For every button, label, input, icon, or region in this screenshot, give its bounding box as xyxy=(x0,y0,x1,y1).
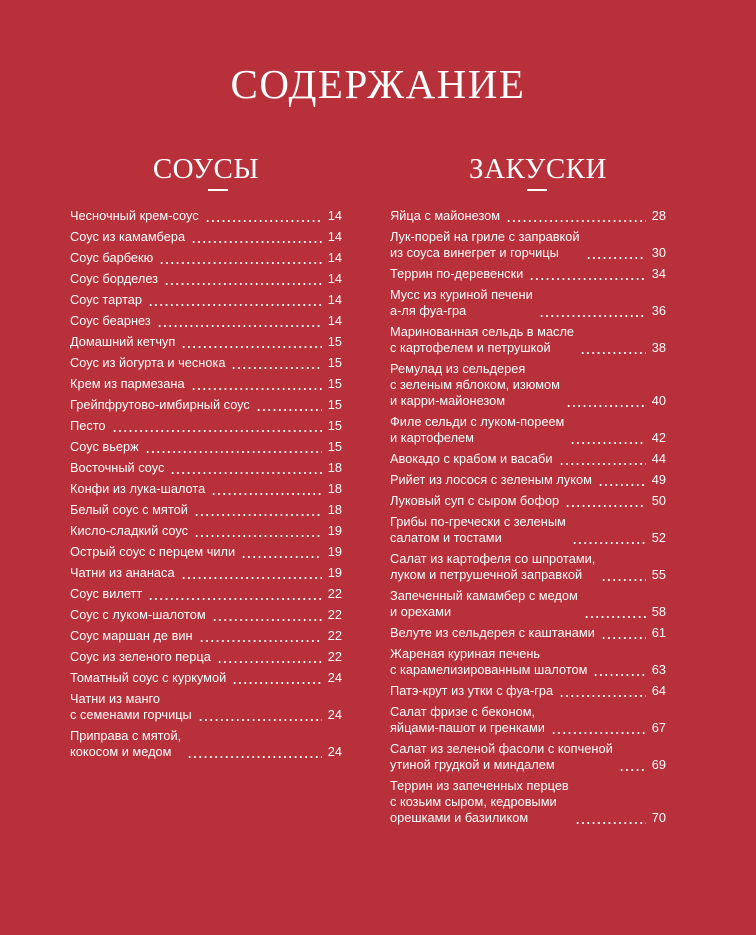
entry-title xyxy=(390,361,560,409)
entry-title-line: Соус с луком-шалотом xyxy=(70,607,206,622)
entry-title xyxy=(390,741,613,773)
section-title-sauces: СОУСЫ xyxy=(152,153,260,185)
entry-title xyxy=(390,493,559,509)
page-number: 38 xyxy=(651,340,666,355)
dot-leader xyxy=(194,523,322,539)
entry-title-line: Авокадо с крабом и васаби xyxy=(390,451,553,466)
dot-leader xyxy=(145,439,322,455)
toc-entry xyxy=(70,376,342,392)
entry-title xyxy=(390,229,580,261)
page-number: 14 xyxy=(327,229,342,244)
page-number: 30 xyxy=(651,245,666,260)
toc-entry xyxy=(70,334,342,350)
dot-leader xyxy=(211,481,322,497)
entry-title xyxy=(390,451,553,467)
dot-leader xyxy=(506,208,646,224)
toc-entry xyxy=(70,628,342,644)
page-number: 55 xyxy=(651,567,666,582)
entry-title-line: Соус борделез xyxy=(70,271,159,286)
page-number: 19 xyxy=(327,523,342,538)
entry-title xyxy=(390,683,553,699)
page-number: 18 xyxy=(327,502,342,517)
toc-entry xyxy=(70,439,342,455)
entry-title-line: Острый соус с перцем чили xyxy=(70,544,236,559)
entry-title xyxy=(390,472,592,488)
dot-leader xyxy=(619,757,646,773)
entry-title xyxy=(390,266,523,282)
entry-title xyxy=(70,271,158,287)
entry-title-line: Соус тартар xyxy=(70,292,143,307)
entry-title-line: Соус из камамбера xyxy=(70,229,186,244)
page-number: 24 xyxy=(327,707,342,722)
dot-leader xyxy=(199,628,322,644)
entry-title xyxy=(70,292,142,308)
dot-leader xyxy=(232,670,322,686)
page-number: 58 xyxy=(651,604,666,619)
toc-entry xyxy=(390,472,666,488)
dot-leader xyxy=(584,604,646,620)
dot-leader xyxy=(148,292,322,308)
toc-entry xyxy=(70,418,342,434)
entry-title xyxy=(70,728,181,760)
toc-entry xyxy=(390,361,666,409)
page-number: 15 xyxy=(327,418,342,433)
page-number: 34 xyxy=(651,266,666,281)
dot-leader xyxy=(231,355,321,371)
entry-title-line: луком и петрушечной заправкой xyxy=(390,567,583,582)
dot-leader xyxy=(570,430,645,446)
entry-title xyxy=(70,229,185,245)
toc-entry xyxy=(70,460,342,476)
page-number: 14 xyxy=(327,271,342,286)
toc-entry xyxy=(390,646,666,678)
entry-title xyxy=(390,778,569,826)
section-divider xyxy=(208,189,228,191)
dot-leader xyxy=(157,313,322,329)
toc-entry xyxy=(390,324,666,356)
entry-title-line: Соус маршан де вин xyxy=(70,628,193,643)
entry-title-line: Соус из йогурта и чеснока xyxy=(70,355,226,370)
toc-entry xyxy=(70,607,342,623)
page-number: 49 xyxy=(651,472,666,487)
dot-leader xyxy=(205,208,322,224)
entry-title-line: Ремулад из сельдерея xyxy=(390,361,526,376)
page-number: 61 xyxy=(651,625,666,640)
entry-title-line: Запеченный камамбер с медом xyxy=(390,588,578,603)
entry-title-line: Чатни из манго xyxy=(70,691,161,706)
entry-title-line: утиной грудкой и миндалем xyxy=(390,757,555,772)
dot-leader xyxy=(212,607,322,623)
entry-title-line: Грибы по-гречески с зеленым xyxy=(390,514,566,529)
dot-leader xyxy=(191,229,322,245)
dot-leader xyxy=(529,266,645,282)
page-number: 69 xyxy=(651,757,666,772)
page-number: 28 xyxy=(651,208,666,223)
entry-title-line: из соуса винегрет и горчицы xyxy=(390,245,559,260)
toc-list-appetizers xyxy=(390,208,666,831)
entry-title xyxy=(70,208,199,224)
toc-entry xyxy=(70,271,342,287)
page-number: 15 xyxy=(327,334,342,349)
entry-title-line: Салат из картофеля со шпротами, xyxy=(390,551,596,566)
dot-leader xyxy=(198,707,322,723)
entry-title-line: и картофелем xyxy=(390,430,474,445)
entry-title-line: Песто xyxy=(70,418,106,433)
entry-title-line: Салат из зеленой фасоли с копченой xyxy=(390,741,613,756)
dot-leader xyxy=(586,245,646,261)
toc-entry xyxy=(390,778,666,826)
entry-title xyxy=(70,418,106,434)
entry-title-line: Соус вилетт xyxy=(70,586,143,601)
toc-entry xyxy=(390,514,666,546)
entry-title xyxy=(70,691,192,723)
entry-title-line: Домашний кетчуп xyxy=(70,334,176,349)
entry-title-line: Салат фризе с беконом, xyxy=(390,704,536,719)
entry-title xyxy=(390,588,578,620)
entry-title-line: Террин из запеченных перцев xyxy=(390,778,569,793)
page-number: 63 xyxy=(651,662,666,677)
entry-title xyxy=(70,481,205,497)
dot-leader xyxy=(601,567,645,583)
dot-leader xyxy=(572,530,646,546)
entry-title-line: Соус вьерж xyxy=(70,439,139,454)
dot-leader xyxy=(112,418,322,434)
entry-title-line: и орехами xyxy=(390,604,452,619)
dot-leader xyxy=(601,625,646,641)
entry-title xyxy=(70,628,193,644)
toc-entry xyxy=(70,292,342,308)
page-number: 14 xyxy=(327,292,342,307)
entry-title-line: Конфи из лука-шалота xyxy=(70,481,206,496)
entry-title-line: Крем из пармезана xyxy=(70,376,185,391)
entry-title xyxy=(390,287,533,319)
dot-leader xyxy=(551,720,646,736)
page-number: 14 xyxy=(327,208,342,223)
toc-entry xyxy=(70,691,342,723)
entry-title xyxy=(70,607,206,623)
entry-title-line: Жареная куриная печень xyxy=(390,646,541,661)
toc-entry xyxy=(390,287,666,319)
page-number: 22 xyxy=(327,607,342,622)
dot-leader xyxy=(598,472,646,488)
page-number: 18 xyxy=(327,481,342,496)
toc-entry xyxy=(70,523,342,539)
toc-entry xyxy=(70,670,342,686)
toc-entry xyxy=(70,313,342,329)
entry-title-line: Чесночный крем-соус xyxy=(70,208,199,223)
toc-entry xyxy=(390,551,666,583)
entry-title xyxy=(70,376,185,392)
page-number: 19 xyxy=(327,544,342,559)
entry-title xyxy=(70,523,188,539)
entry-title-line: Филе сельди с луком-пореем xyxy=(390,414,565,429)
entry-title xyxy=(70,586,142,602)
toc-entry xyxy=(390,414,666,446)
dot-leader xyxy=(159,250,322,266)
entry-title-line: с зеленым яблоком, изюмом xyxy=(390,377,560,392)
dot-leader xyxy=(187,744,322,760)
section-title-appetizers: ЗАКУСКИ xyxy=(469,153,607,185)
page-number: 19 xyxy=(327,565,342,580)
entry-title xyxy=(390,414,564,446)
entry-title-line: Маринованная сельдь в масле xyxy=(390,324,575,339)
page-number: 40 xyxy=(651,393,666,408)
page-number: 18 xyxy=(327,460,342,475)
toc-entry xyxy=(70,544,342,560)
page-number: 14 xyxy=(327,250,342,265)
entry-title-line: яйцами-пашот и гренками xyxy=(390,720,545,735)
entry-title-line: Приправа с мятой, xyxy=(70,728,182,743)
entry-title-line: кокосом и медом xyxy=(70,744,172,759)
section-divider xyxy=(527,189,547,191)
page-number: 24 xyxy=(327,744,342,759)
entry-title xyxy=(70,313,151,329)
page-number: 15 xyxy=(327,355,342,370)
entry-title xyxy=(390,324,574,356)
page-number: 67 xyxy=(651,720,666,735)
toc-entry xyxy=(70,565,342,581)
entry-title-line: Соус беарнез xyxy=(70,313,151,328)
entry-title-line: Рийет из лосося с зеленым луком xyxy=(390,472,592,487)
toc-entry xyxy=(390,588,666,620)
entry-title-line: Томатный соус с куркумой xyxy=(70,670,227,685)
dot-leader xyxy=(217,649,322,665)
dot-leader xyxy=(241,544,322,560)
page-number: 22 xyxy=(327,649,342,664)
entry-title xyxy=(390,646,587,678)
page-title: СОДЕРЖАНИЕ xyxy=(230,61,526,107)
dot-leader xyxy=(164,271,322,287)
page-number: 22 xyxy=(327,586,342,601)
page-number: 15 xyxy=(327,376,342,391)
toc-entry xyxy=(70,502,342,518)
page-number: 70 xyxy=(651,810,666,825)
entry-title-line: Соус из зеленого перца xyxy=(70,649,211,664)
toc-entry xyxy=(70,586,342,602)
entry-title-line: Лук-порей на гриле с заправкой xyxy=(390,229,580,244)
toc-entry xyxy=(70,481,342,497)
entry-title xyxy=(390,704,545,736)
dot-leader xyxy=(148,586,322,602)
toc-entry xyxy=(390,493,666,509)
entry-title-line: Кисло-сладкий соус xyxy=(70,523,189,538)
page-number: 64 xyxy=(651,683,666,698)
page-number: 22 xyxy=(327,628,342,643)
dot-leader xyxy=(194,502,322,518)
page-number: 14 xyxy=(327,313,342,328)
toc-entry xyxy=(390,625,666,641)
entry-title xyxy=(70,355,225,371)
dot-leader xyxy=(181,334,321,350)
dot-leader xyxy=(170,460,321,476)
entry-title-line: с картофелем и петрушкой xyxy=(390,340,551,355)
entry-title xyxy=(390,514,566,546)
toc-entry xyxy=(390,229,666,261)
entry-title-line: и карри-майонезом xyxy=(390,393,506,408)
toc-entry xyxy=(390,266,666,282)
entry-title-line: Восточный соус xyxy=(70,460,165,475)
entry-title-line: Соус барбекю xyxy=(70,250,154,265)
page-number: 36 xyxy=(651,303,666,318)
entry-title xyxy=(70,334,175,350)
entry-title xyxy=(70,565,175,581)
page-number: 15 xyxy=(327,439,342,454)
entry-title-line: с семенами горчицы xyxy=(70,707,192,722)
page-number: 52 xyxy=(651,530,666,545)
dot-leader xyxy=(575,810,646,826)
dot-leader xyxy=(256,397,322,413)
entry-title-line: Луковый суп с сыром бофор xyxy=(390,493,560,508)
entry-title-line: с козьим сыром, кедровыми xyxy=(390,794,557,809)
page-number: 42 xyxy=(651,430,666,445)
entry-title xyxy=(390,625,595,641)
toc-entry xyxy=(70,208,342,224)
dot-leader xyxy=(566,393,646,409)
dot-leader xyxy=(191,376,322,392)
entry-title-line: с карамелизированным шалотом xyxy=(390,662,588,677)
entry-title xyxy=(390,208,500,224)
entry-title-line: Мусс из куриной печени xyxy=(390,287,533,302)
entry-title-line: Белый соус с мятой xyxy=(70,502,188,517)
toc-list-sauces xyxy=(70,208,342,765)
toc-entry xyxy=(70,397,342,413)
entry-title xyxy=(70,502,188,518)
toc-entry xyxy=(70,355,342,371)
page-number: 15 xyxy=(327,397,342,412)
entry-title-line: салатом и тостами xyxy=(390,530,502,545)
entry-title xyxy=(70,460,164,476)
toc-entry xyxy=(390,741,666,773)
entry-title-line: Террин по-деревенски xyxy=(390,266,524,281)
toc-entry xyxy=(70,250,342,266)
entry-title xyxy=(70,250,153,266)
dot-leader xyxy=(539,303,646,319)
toc-entry xyxy=(70,649,342,665)
entry-title xyxy=(70,397,250,413)
entry-title-line: Яйца с майонезом xyxy=(390,208,501,223)
entry-title-line: Патэ-крут из утки с фуа-гра xyxy=(390,683,554,698)
dot-leader xyxy=(559,683,646,699)
page-number: 24 xyxy=(327,670,342,685)
toc-entry xyxy=(390,683,666,699)
page-number: 50 xyxy=(651,493,666,508)
entry-title-line: Грейпфрутово-имбирный соус xyxy=(70,397,250,412)
dot-leader xyxy=(593,662,645,678)
dot-leader xyxy=(580,340,646,356)
page-number: 44 xyxy=(651,451,666,466)
entry-title-line: орешками и базиликом xyxy=(390,810,529,825)
entry-title xyxy=(70,670,226,686)
entry-title xyxy=(70,439,139,455)
toc-entry xyxy=(390,208,666,224)
toc-entry xyxy=(390,451,666,467)
dot-leader xyxy=(565,493,646,509)
entry-title xyxy=(70,544,235,560)
toc-entry xyxy=(390,704,666,736)
entry-title xyxy=(390,551,595,583)
toc-entry xyxy=(70,229,342,245)
dot-leader xyxy=(559,451,646,467)
entry-title-line: Велуте из сельдерея с каштанами xyxy=(390,625,595,640)
entry-title xyxy=(70,649,211,665)
entry-title-line: Чатни из ананаса xyxy=(70,565,175,580)
dot-leader xyxy=(181,565,322,581)
toc-entry xyxy=(70,728,342,760)
entry-title-line: а-ля фуа-гра xyxy=(390,303,467,318)
